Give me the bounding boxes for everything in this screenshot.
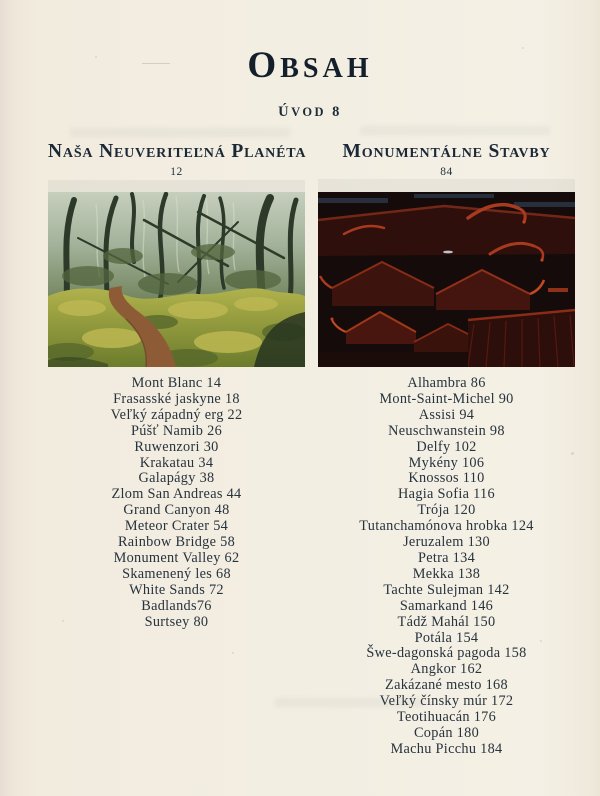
showthrough-mark [70, 128, 290, 137]
toc-entry: Surtsey 80 [144, 613, 209, 630]
toc-entry: Petra 134 [417, 549, 476, 566]
toc-entry: Tachte Sulejman 142 [383, 581, 510, 598]
toc-entry: Assisi 94 [418, 406, 475, 423]
section-title: MONUMENTÁLNE STAVBY [342, 141, 551, 162]
section-start-page: 84 [440, 166, 453, 178]
page-title: OBSAH [247, 45, 373, 86]
toc-entry: Tutanchamónova hrobka 124 [359, 518, 534, 535]
toc-entry: Púšť Namib 26 [130, 422, 223, 439]
toc-entry: Frasasské jaskyne 18 [113, 390, 240, 407]
toc-entry: Mykény 106 [408, 454, 485, 471]
toc-entry: Grand Canyon 48 [123, 502, 230, 519]
toc-entry: Zlom San Andreas 44 [111, 486, 242, 503]
toc-entry: White Sands 72 [129, 581, 224, 598]
toc-entry: Monument Valley 62 [113, 549, 240, 566]
toc-entry: Mekka 138 [412, 565, 481, 582]
toc-entry: Zakázané mesto 168 [385, 677, 508, 694]
toc-entry: Neuschwanstein 98 [388, 422, 505, 439]
toc-entry: Skamenený les 68 [122, 565, 231, 582]
toc-entry: Tádž Mahál 150 [397, 613, 496, 630]
toc-entry: Trója 120 [417, 502, 476, 519]
toc-list-buildings [318, 376, 575, 758]
section-monumental-buildings [318, 140, 575, 758]
toc-entry: Meteor Crater 54 [124, 518, 229, 535]
toc-entry: Galapágy 38 [138, 470, 215, 487]
toc-entry: Delfy 102 [416, 438, 477, 455]
toc-entry: Jeruzalem 130 [403, 534, 490, 551]
toc-entry: Badlands76 [141, 597, 212, 614]
toc-entry: Alhambra 86 [407, 375, 486, 391]
toc-entry: Copán 180 [413, 724, 480, 741]
section-title: NAŠA NEUVERITEĽNÁ PLANÉTA [48, 141, 307, 162]
toc-entry: Machu Picchu 184 [390, 740, 503, 757]
toc-entry: Knossos 110 [408, 470, 485, 487]
showthrough-mark [360, 126, 550, 135]
toc-entry: Šwe-dagonská pagoda 158 [366, 645, 527, 662]
toc-list-planet [48, 376, 305, 631]
toc-entry: Hagia Sofia 116 [398, 486, 495, 503]
toc-entry: Krakatau 34 [139, 454, 214, 471]
contents-columns [48, 140, 575, 758]
toc-entry: Teotihuacán 176 [396, 709, 497, 726]
toc-entry: Rainbow Bridge 58 [117, 534, 236, 551]
toc-entry: Mont Blanc 14 [131, 375, 222, 391]
mossy-forest-path-photo [48, 192, 305, 367]
toc-entry: Potála 154 [414, 629, 479, 646]
toc-entry: Angkor 162 [410, 661, 483, 678]
chinese-palace-roofs-photo [318, 192, 575, 367]
toc-entry: Mont-Saint-Michel 90 [379, 390, 514, 407]
intro-entry: ÚVOD 8 [278, 104, 342, 120]
toc-entry: Ruwenzori 30 [134, 438, 219, 455]
section-start-page: 12 [170, 166, 183, 178]
toc-entry: Veľký západný erg 22 [110, 406, 243, 423]
section-incredible-planet [48, 140, 305, 758]
toc-entry: Veľký čínsky múr 172 [379, 693, 514, 710]
toc-entry: Samarkand 146 [399, 597, 494, 614]
